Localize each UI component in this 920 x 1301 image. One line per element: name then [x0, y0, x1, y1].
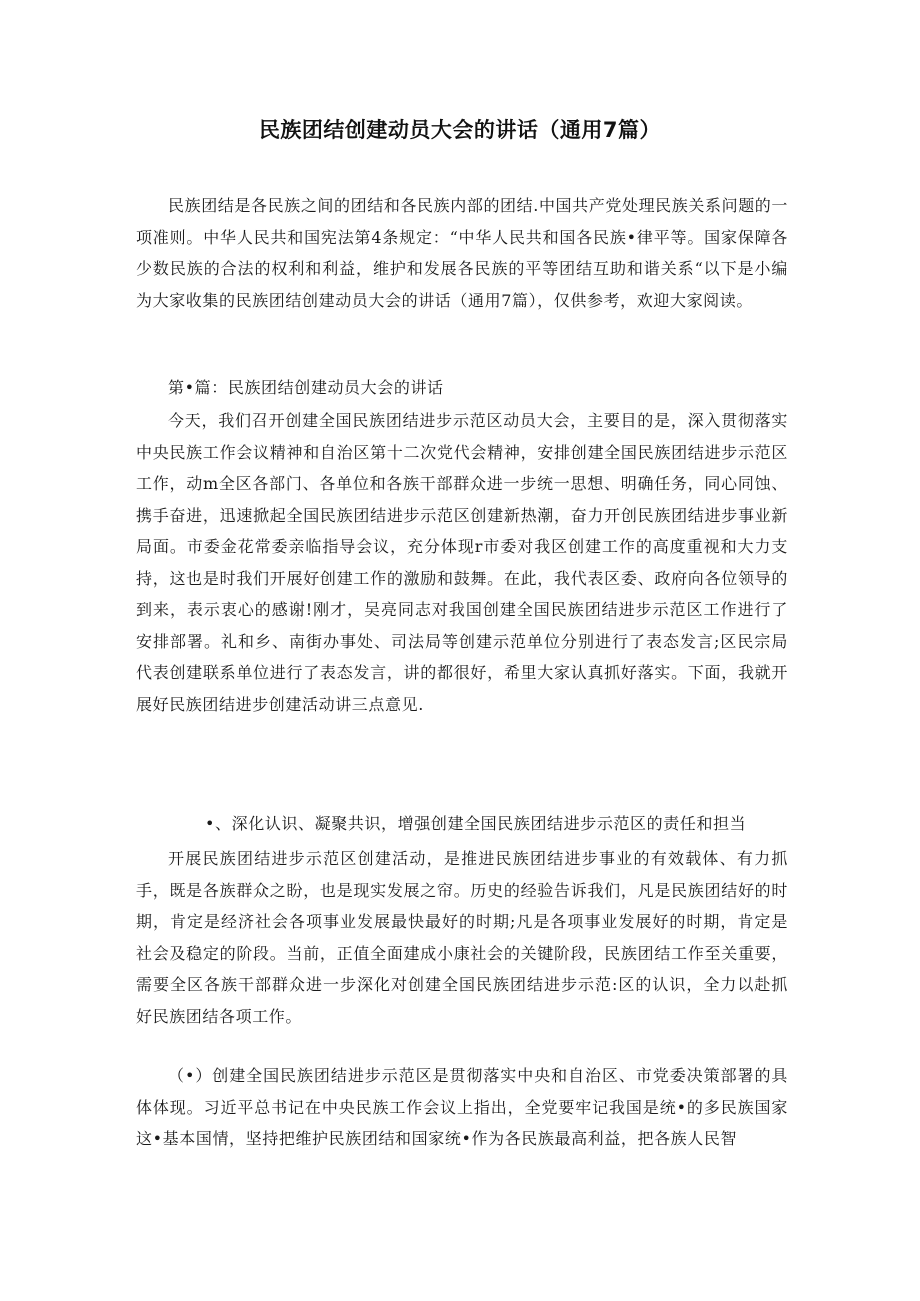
body-paragraph: 开展民族团结进步示范区创建活动，是推进民族团结进步事业的有效载体、有力抓手，既是各族群众之盼，也是现实发展之帘。历史的经验告诉我们，凡是民族团结好的时期，肯定是经济社会各项事业发展最快最好的时期;凡是各项事业发展好的时期，肯定是社会及稳定的阶段。当前，正值全面建成小康社会的关键阶段，民族团结工作至关重要，需要全区各族干部群众进一步深化对创建全国民族团结进步示范:区的认识，全力以赴抓好民族团结各项工作。 [136, 849, 788, 1026]
body-paragraph: （•）创建全国民族团结进步示范区是贯彻落实中央和自治区、市党委决策部署的具体体现。习近平总书记在中央民族工作会议上指出，全党要牢记我国是统•的多民族国家这•基本国情，坚持把维护民族团结和国家统•作为各民族最高利益，把各族人民智 [136, 1066, 788, 1148]
intro-paragraph: 民族团结是各民族之间的团结和各民族内部的团结.中国共产党处理民族关系问题的一项准则。中华人民共和国宪法第4条规定：“中华人民共和国各民族•律平等。国家保障各少数民族的合法的权利和利益，维护和发展各民族的平等团结互助和谐关系“以下是小编为大家收集的民族团结创建动员大会的讲话（通用7篇），仅供参考，欢迎大家阅读。 [136, 196, 788, 310]
body-paragraph: 今天，我们召开创建全国民族团结进步示范区动员大会，主要目的是，深入贯彻落实中央民族工作会议精神和自治区第十二次党代会精神，安排创建全国民族团结进步示范区工作，动m全区各部门、各单位和各族干部群众进一步统一思想、明确任务，同心同蚀、携手奋进，迅速掀起全国民族团结进步示范区创建新热潮，奋力开创民族团结进步事业新局面。市委金花常委亲临指导会议，充分体现r市委对我区创建工作的高度重视和大力支持，这也是时我们开展好创建工作的激励和鼓舞。在此，我代表区委、政府向各位领导的到来，表示衷心的感谢!刚才，吴亮同志对我国创建全国民族团结进步示范区工作进行了安排部署。礼和乡、南街办事处、司法局等创建示范单位分别进行了表态发言;区民宗局代表创建联系单位进行了表态发言，讲的都很好，希里大家认真抓好落实。下面，我就开展好民族团结进步创建活动讲三点意见. [136, 411, 788, 714]
section-heading: •、深化认识、凝聚共识，增强创建全国民族团结进步示范区的责任和担当 [205, 814, 747, 833]
document-title: 民族团结创建动员大会的讲话（通用7篇） [258, 118, 662, 142]
chapter-heading: 第•篇：民族团结创建动员大会的讲话 [168, 378, 444, 397]
